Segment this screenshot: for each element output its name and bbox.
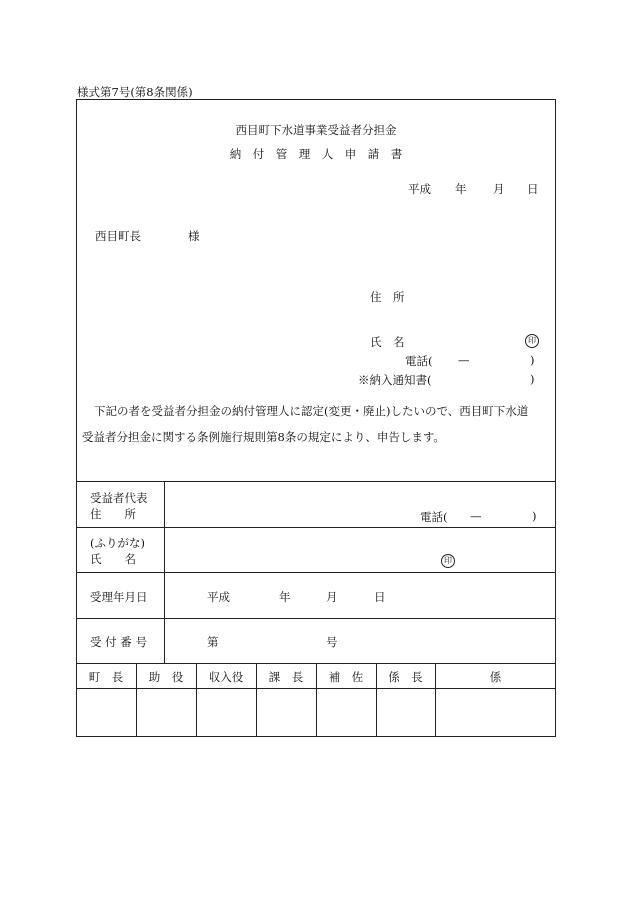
applicant-address-label: 住 所 <box>370 290 405 304</box>
receipt-number-prefix: 第 <box>207 635 219 649</box>
received-date-label: 受理年月日 <box>90 590 148 604</box>
addressee-honorific: 様 <box>188 229 200 243</box>
approval-col-mayor: 町 長 <box>88 670 124 684</box>
table-rule-row2 <box>76 527 556 528</box>
date-year: 年 <box>455 182 467 196</box>
addressee-name: 西目町長 <box>95 229 141 243</box>
rep-label-line1: 受益者代表 <box>90 491 148 505</box>
received-day: 日 <box>374 590 386 604</box>
body-text-line2: 受益者分担金に関する条例施行規則第8条の規定により、申告します。 <box>82 430 445 444</box>
label-column-divider <box>164 481 165 663</box>
table-rule-row4 <box>76 618 556 619</box>
applicant-phone-label: 電話( <box>405 354 433 368</box>
payment-notice-label: ※納入通知書( <box>358 373 432 387</box>
received-year: 年 <box>279 590 291 604</box>
receipt-number-label: 受 付 番 号 <box>90 635 147 649</box>
applicant-seal-mark: 印 <box>525 334 539 348</box>
payment-notice-close: ) <box>530 372 535 386</box>
rep-phone-dash: — <box>470 509 482 523</box>
applicant-name-label: 氏 名 <box>370 335 405 349</box>
table-name-label: 氏 名 <box>90 552 136 566</box>
approval-col-treasurer: 収入役 <box>208 670 244 684</box>
form-title-line2: 納 付 管 理 人 申 請 書 <box>229 147 403 161</box>
form-number-label: 様式第7号(第8条関係) <box>77 85 193 99</box>
rep-label-line2: 住 所 <box>90 507 136 521</box>
applicant-phone-close: ) <box>530 353 535 367</box>
receipt-number-suffix: 号 <box>326 635 338 649</box>
applicant-phone-dash: — <box>458 353 470 367</box>
date-day: 日 <box>527 182 539 196</box>
approval-col-section-chief: 課 長 <box>268 670 304 684</box>
received-month: 月 <box>326 590 338 604</box>
date-month: 月 <box>493 182 505 196</box>
rep-phone-label: 電話( <box>420 510 448 524</box>
furigana-label: (ふりがな) <box>90 536 145 550</box>
table-seal-mark: 印 <box>441 554 455 568</box>
received-era: 平成 <box>207 590 230 604</box>
date-era: 平成 <box>408 182 431 196</box>
approval-col-staff: 係 <box>489 670 502 684</box>
approval-col-subsection-chief: 係 長 <box>388 670 423 684</box>
rep-phone-close: ) <box>532 509 537 523</box>
body-text-line1: 下記の者を受益者分担金の納付管理人に認定(変更・廃止)したいので、西目町下水道 <box>94 404 529 418</box>
approval-col-deputy: 助 役 <box>148 670 184 684</box>
form-title-line1: 西目町下水道事業受益者分担金 <box>235 123 397 137</box>
approval-col-assistant: 補 佐 <box>328 670 364 684</box>
table-top-rule <box>76 481 556 482</box>
table-rule-row3 <box>76 572 556 573</box>
